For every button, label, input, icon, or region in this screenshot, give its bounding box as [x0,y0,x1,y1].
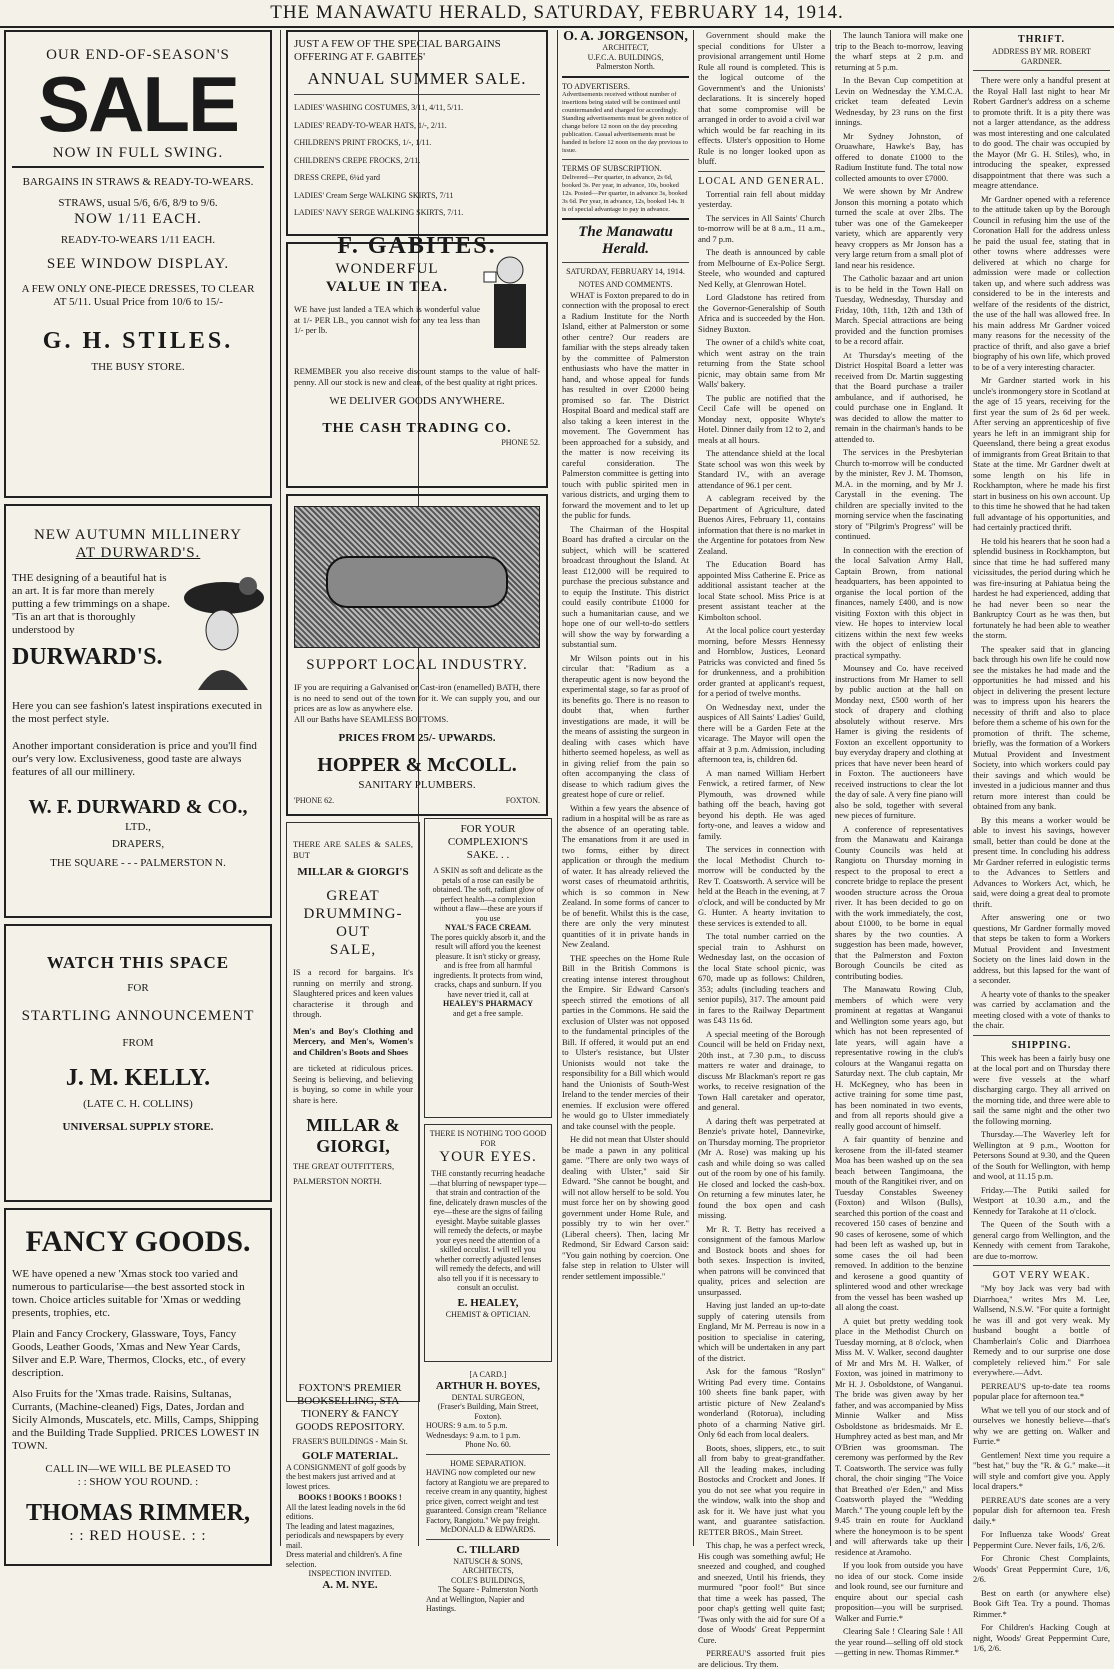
jorgenson-advert [562,30,689,72]
thrift-heading: THRIFT. [973,34,1110,45]
news-item: The services in All Saints' Church to-morrow will be at 8 a.m., 11 a.m., and 7 p.m. [698,213,825,245]
shipping-paragraph: This week has been a fairly busy one at the local port and on Thursday there were five vessels at the wharf discharging cargo. They all arrived on the morning tide, and three were able to sail the same night and the other two the following morning. [973,1053,1110,1127]
news-item: The death is announced by cable from Melbourne of Ex-Police Sergt. Steele, who wounded and captured Ned Kelly, at Glenrowan Hotel. [698,247,825,289]
stiles-firm: G. H. STILES. [12,327,264,355]
news-item: We were shown by Mr Andrew Jonson this morning a potato which turned the scale at over 2lbs. The tuber was one of the Gamekeeper variety, which are apparently very heavy croppers as Mr Jonson has a very large return from a small plot of land near his residence. [835,186,963,270]
news-item: The attendance shield at the local State school was won this week by Standard IV., with an average attendance of 96.1 per cent. [698,448,825,490]
notes-heading: NOTES AND COMMENTS. [562,280,689,290]
advert-paragraph: "My boy Jack was very bad with Diarrhoea," writes Mrs M. Lee, Wallsend, N.S.W. "For quite a fortnight he was ill and got very weak. My husband bought a bottle of Chamberlain's Colic and Diarrhoea Remedy and to our surprise one dose completely relieved him." For sale everywhere.—Advt. [973,1283,1110,1378]
news-item: PERREAU'S assorted fruit pies are delicious. Try them. [698,1648,825,1669]
kelly-advert [4,924,272,1202]
millinery-name: DURWARD'S. [12,643,178,671]
millar-trade: THE GREAT OUTFITTERS, [293,1161,413,1172]
news-item: The total number carried on the special train to Ashhurst on Wednesday last, on the occasion of the local State school picnic, was 670, made up as follows: Children, 353; adults (including teachers and senior pupils), 317. The amount paid in fares to the Railway Department was £43 11s 6d. [698,931,825,1026]
advert-paragraph: For Influenza take Woods' Great Peppermint Cure. Never fails, 1/6, 2/6. [973,1529,1110,1550]
hopper-advert [286,494,548,816]
article-paragraph: Mr Wilson points out in his circular that: "Radium as a therapeutic agent is now beyond the experimental stage, so far as proof of its benefits go. There is no reason to doubt that, when further investigations are made, it will be the means of assisting the surgeon in dealing with cases which have hitherto seemed hopeless, as well as in giving relief from the pain so often accompanying the class of disease to which radium gives the greatest hope of cure or relief. [562,653,689,800]
article-paragraph: Government should make the special conditions for Ulster a provisional arrangement until Home Rule all round is completed. This is the logical outcome of the Government's and the Unionists' declarations. It is sincerely hoped that some compromise will be arranged in order to avoid a civil war which would be far reaching in its effects. Ulster's opposition to Home Rule is no longer looked upon as bluff. [698,30,825,167]
millar-great: GREAT [293,887,413,905]
article-paragraph: He did not mean that Ulster should be made a pawn in any political game. "There are only two ways of dealing with Ulster," said Sir Edward. "She cannot be bought, and will not allow herself to be sold. You must force her on by showing good government under Home Rule, and possibly try to win her over." (Liberal cheers). Then, lacing Mr Redmond, Sir Edward Carson said: "You gain nothing by coercion. One false step in relation to Ulster will render settlement impossible." [562,1134,689,1281]
fancy-call: CALL IN—WE WILL BE PLEASED TO [12,1463,264,1476]
jorgenson-name: O. A. JORGENSON, [562,30,689,43]
boyes-phone: Phone No. 60. [426,1440,550,1450]
notes-article [562,290,689,1282]
healey-body: A SKIN as soft and delicate as the petals of a rose can easily be obtained. The soft, radiant glow of perfect health—a complexion without a flaw—these are yours if you use [429,866,547,923]
news-item: A fair quantity of benzine and kerosene from the ill-fated steamer Moa has been washed up on the sea beach between Tangimoana, the mouth of the Rangitikei river, and on Tuesday Constables Sweeney (Foxton) and Wilson (Bulls), searched this portion of the coast and recovered 150 cases of benzine and 90 cases of kerosene, some of which had been left as washed up, but in some cases the oil had been removed. In addition to the benzine and kerosene a good quantity of splintered wood and other wreckage from the vessel has been washed up all along the coast. [835,1134,963,1313]
nye-t3: TIONERY & FANCY [286,1408,414,1421]
nye-t4: GOODS REPOSITORY. [286,1421,414,1434]
article-paragraph: WHAT is Foxton prepared to do in connection with the proposal to erect a Radium Institute for the North Island, either at Palmerston or some other centre? Our readers are familiar with the steps already taken by the committee of Palmerston enthusiasts who have the matter in hand, and whose appeal for funds has resulted in over £2000 being promised so far. The District Hospital Board and medical staff are also taking a keen interest in the movement. The Government has been approached for a subsidy, and the matter is now receiving its careful consideration. The Palmerston committee is getting into touch with public spirited men in various districts, and urging them to forward the movement and to let up the public for funds. [562,290,689,521]
article-paragraph: Mr Gardner started work in his uncle's ironmongery store in Scotland at the age of 15 years, receiving for the first year the sum of 2s 6d per week. After serving an apprenticeship of five years he left in an immigrant ship for Queensland, there being a great exodus of immigrants from Great Britain to that State at the time. Mr Gardner dwelt at some length on his life in Rockhampton, where he made his first start in business on his own account. Up to this time he showed that he had taken full advantage of his opportunities, and had certainly practiced thrift. [973,375,1110,533]
kelly-for: FOR [12,982,264,995]
article-paragraph: A hearty vote of thanks to the speaker was carried by acclamation and the meeting closed with a vote of thanks to the chair. [973,989,1110,1031]
fancy-p2: Plain and Fancy Crockery, Glassware, Toys, Fancy Goods, Leather Goods, 'Xmas and New Year Cards, Silver and E.P. Ware, Thermos, Clocks, etc., of every description. [12,1328,264,1380]
healey-trade: CHEMIST & OPTICIAN. [429,1310,547,1320]
advert-paragraph: Gentlemen! Next time you require a "best hat," buy the "R. & G." make—it will style and comfort give you. Apply local drapers.* [973,1450,1110,1492]
healey-eyes-advert [424,1124,552,1362]
news-item: A conference of representatives from the Manawatu and Kairanga County Councils was held at Rangiotu on Thursday morning in respect to the proposal to erect a concrete bridge to replace the present wooden structure across the Oroua river. It has been decided to go on with the work immediately, the cost, about £1000, to be borne in equal shares by the two counties. A suggestion has been made, however, that the Palmerston and Foxton Borough Councils be cited as contributing bodies. [835,824,963,982]
news-item: The public are notified that the Cecil Cafe will be opened on Monday next, opposite Whyte's Hotel. Dinner daily from 12 to 2, and meals at all hours. [698,393,825,446]
healey-sake: SAKE. . . [429,849,547,862]
news-item: In the Bevan Cup competition at Levin on Wednesday the Y.M.C.A. cricket team defeated Levin Wednesday, by 23 runs on the first innings. [835,75,963,128]
news-item: The Catholic bazaar and art union is to be held in the Town Hall on Tuesday, Wednesday, Thursday and Friday, 10th, 11th, 12th and 13th of March. Special attractions are being provided and the function promises to be a record affair. [835,273,963,347]
kelly-from: FROM [12,1037,264,1050]
bath-illustration [294,506,540,648]
hopper-body: IF you are requiring a Galvanised or Cast-iron (enamelled) BATH, there is no need to send out of the town for it. We can supply you, and our prices are as low as anywhere else. [294,682,540,714]
news-item: If you look from outside you have no idea of our stock. Come inside and look round, see our furniture and enquire about our special cash proposition—you will be surprised. Walker and Furrie.* [835,1560,963,1623]
cash-trading-firm: THE CASH TRADING CO. [294,420,540,438]
fancy-p3: Also Fruits for the 'Xmas trade. Raisins, Sultanas, Currants, (Machine-cleaned) Figs, Dates, Jordan and Sicily Almonds, Muscatels, etc. Mills, Camps, Shipping and the Building Trade Supplied. PRICES LOWEST IN TOWN. [12,1388,264,1453]
shipping-paragraph: Thursday.—The Waverley left for Wellington at 9 p.m., Wootton for Petersons Sound at 9.30, and the Queen of the South for Wellington, with hemp and wool, at 11.15 p.m. [973,1129,1110,1182]
nye-inspect: INSPECTION INVITED. [286,1569,414,1579]
news-item: The launch Taniora will make one trip to the Beach to-morrow, leaving the wharf steps at 2 p.m. and returning at 5 p.m. [835,30,963,72]
nye-golf-body: A CONSIGNMENT of golf goods by the best makers just arrived and at lowest prices. [286,1463,414,1492]
hopper-prices: PRICES FROM 25/- UPWARDS. [294,732,540,745]
advert-paragraph: For Chronic Chest Complaints, Woods' Great Peppermint Cure, 1/6, 2/6. [973,1553,1110,1585]
gabites-item: CHILDREN'S PRINT FROCKS, 1/-, 1/11. [294,138,540,148]
nye-mags: The leading and latest magazines, periodicals and newspapers by every mail. [286,1522,414,1551]
boyes-hours: HOURS: 9 a.m. to 5 p.m. Wednesdays: 9 a.m. to 1 p.m. [426,1421,550,1440]
millar-town: PALMERSTON NORTH. [293,1176,413,1187]
healey-complexion: COMPLEXION'S [429,836,547,849]
hopper-support: SUPPORT LOCAL INDUSTRY. [294,656,540,674]
jorgenson-town: Palmerston North. [562,62,689,72]
boyes-name: ARTHUR H. BOYES, [426,1380,550,1393]
news-item: On Wednesday next, under the auspices of All Saints' Ladies' Guild, there will be a Garden Fete at the vicarage. The Mayor will open the affair at 3 p.m. Admission, including afternoon tea, is, children 6d. [698,702,825,765]
tea-deliver: WE DELIVER GOODS ANYWHERE. [294,395,540,408]
local-items [698,189,825,1669]
tea-drinker-illustration [480,250,540,360]
hopper-trade: SANITARY PLUMBERS. [294,779,540,792]
rimmer-advert [4,1208,272,1566]
thrift-article [973,75,1110,1031]
gabites-item: LADIES' Cream Serge WALKING SKIRTS, 7/11 [294,191,540,201]
advert-paragraph: Best on earth (or anywhere else) Book Gift Tea. Try a pound. Thomas Rimmer.* [973,1588,1110,1620]
local-heading: LOCAL AND GENERAL. [698,176,825,187]
healey-body-2: The pores quickly absorb it, and the result will afford you the keenest pleasure. It isn't sticky or greasy, and is free from all harmful ingredients. It protects from wind, cracks, chaps and sunburn. If you have never tried it, call at [429,933,547,1000]
shipping-paragraph: Friday.—The Putiki sailed for Westport at 10.30 a.m., and the Kennedy for Tarakohe at 11 o'clock. [973,1185,1110,1217]
millar-sale: SALE, [293,941,413,959]
rimmer-house: : : RED HOUSE. : : [12,1527,264,1545]
advert-paragraph: For Children's Hacking Cough at night, Woods' Great Peppermint Cure, 1/6, 2/6. [973,1622,1110,1654]
column-rule [693,30,694,1546]
weak-article [973,1283,1110,1654]
millar-body-2: are ticketed at ridiculous prices. Seeing is believing, and believing is buying, so come in while your share is here. [293,1063,413,1105]
millar-goods: Men's and Boy's Clothing and Mercery, and Men's, Women's and Children's Boots and Shoes [293,1026,413,1058]
gabites-item: LADIES' READY-TO-WEAR HATS, 1/-, 2/11. [294,121,540,131]
news-item: Torrential rain fell about midday yesterday. [698,189,825,210]
masthead: THE MANAWATU HERALD, SATURDAY, FEBRUARY 14, 1914. [0,0,1114,28]
shipping-article [973,1053,1110,1262]
gabites-item: CHILDREN'S CREPE FROCKS, 2/11. [294,156,540,166]
tea-advert [286,242,548,488]
news-item: Lord Gladstone has retired from the Governor-Generalship of South Africa and is succeeded by the Hon. Sidney Buxton. [698,292,825,334]
advertisers-head: TO ADVERTISERS. [562,82,689,92]
kelly-store: UNIVERSAL SUPPLY STORE. [12,1121,264,1134]
article-paragraph: Mr Gardner opened with a reference to the attitude taken up by the Borough Council in refusing him the use of the Coronation Hall for the address unless he paid the usual fee, stating that in other towns where addresses were delivered at which no charge for admission were made or collection taken up, and where such address was considered to be in the interests and welfare of the residents of the district, the use of the hall was allowed free. In his main address Mr Gardner voiced many reasons for the necessity of the practice of thrift, and also gave a brief biography of his own life, which proved to be of a very interesting character. [973,194,1110,373]
hopper-phone: 'PHONE 62. [294,796,334,806]
tillard-trade: ARCHITECTS, [426,1566,550,1576]
nye-dress: Dress material and children's. A fine selection. [286,1550,414,1569]
hopper-firm: HOPPER & McCOLL. [294,751,540,779]
tillard-address: COLE'S BUILDINGS, [426,1576,550,1586]
local-items-continued [835,30,963,1658]
sale-see: SEE WINDOW DISPLAY. [12,255,264,273]
advertisers-body: Advertisements received without number of insertions being stated will be continued until countermanded and charged for accordingly. Standing advertisements must be given notice of change before 12 noon on the day preceding publication. Casual advertisements must be handed in before 12 noon on the day previous to issue. [562,91,689,155]
sale-word: SALE [12,64,264,144]
column-1 [4,30,272,1572]
tea-body: WE have just landed a TEA which is wonderful value at 1/- PER LB., you cannot wish for any tea less than 1/- per lb. [294,304,480,336]
paper-date: SATURDAY, FEBRUARY 14, 1914. [562,267,689,277]
sale-swing: NOW IN FULL SWING. [12,144,264,162]
column-6 [835,30,963,1546]
boyes-card [424,1368,552,1616]
healey-pharmacy: HEALEY'S PHARMACY [429,999,547,1009]
column-rule [557,30,558,1546]
gabites-intro: JUST A FEW OF THE SPECIAL BARGAINS OFFERING AT F. GABITES' [294,38,540,64]
shipping-heading: SHIPPING. [973,1040,1110,1051]
column-rule [280,30,281,1546]
millinery-title-2: AT DURWARD'S. [12,544,264,562]
fancy-title: FANCY GOODS. [12,1224,264,1260]
nye-t2: BOOKSELLING, STA- [286,1395,414,1408]
column-4 [562,30,689,1546]
nye-golf: GOLF MATERIAL. [286,1450,414,1463]
healey-sample: and get a free sample. [429,1009,547,1019]
news-item: The owner of a child's white coat, which went astray on the train returning from the State school picnic, may obtain same from Mr Walls' bakery. [698,337,825,390]
news-item: In connection with the erection of the local Salvation Army Hall, Captain Brown, from national headquarters, has been appointed to organise the local portion of the finances, namely £400, and is now visiting Foxton with this object in view. He hopes to interview local citizens within the next few weeks with the object of enlisting their practical sympathy. [835,545,963,661]
durward-firm: W. F. DURWARD & CO., [12,793,264,821]
article-paragraph: By this means a worker would be able to invest his savings, however small, better than could be done at the present time. In concluding his address Mr Gardner referred in eulogistic terms to the Advances to Settlers and Advances to Workers Act, which, he said, were doing a great deal to promote thrift. [973,815,1110,910]
healey-advert [424,818,552,1118]
sale-ready: READY-TO-WEARS 1/11 EACH. [12,234,264,247]
separation-head: HOME SEPARATION. [426,1459,550,1469]
healey-for: FOR YOUR [429,823,547,836]
jorgenson-trade: ARCHITECT, [562,43,689,53]
column-7 [973,30,1110,1546]
boyes-card-label: [A CARD.] [426,1370,550,1380]
weak-heading: GOT VERY WEAK. [973,1270,1110,1281]
news-item: The services in connection with the local Methodist Church to-morrow will be conducted by the Rev T. Coatsworth. A service will be held at the Beach in the evening, at 7 o'clock, and will be conducted by Mr G. Hunter. A hearty invitation to these services is extended to all. [698,844,825,928]
column-5 [698,30,825,1546]
news-item: A quiet but pretty wedding took place in the Methodist Church on Tuesday morning, at 8 o'clock, when Miss M. V. Walker, second daughter of Mr and Mrs M. H. Walker, of Foxton, was joined in matrimony to Mr H. J. Osboldstone, of Wanganui. The bride was given away by her father, and was accompanied by Miss Minnie Walker and Miss Osboldstone as bridesmaids. Mr E. Humphrey acted as best man, and Mr O'Brien was groomsman. The ceremony was performed by the Rev T. Coatsworth. The service was fully choral, the choir singing "The Voice that Breathed o'er Eden," and Miss Coatsworth played the "Wedding March." The young couple left by the 9.45 train en route for Auckland where the honeymoon is to be spent and will afterwards take up their residence at Aramoho. [835,1316,963,1558]
separation-body: HAVING now completed our new factory at Rangiotu we are prepared to receive cream in any quantity, highest price given, correct weight and test guaranteed. Consign cream "Reliance Factory, Rangiotu." We pay freight. [426,1468,550,1525]
healey-nothing: THERE IS NOTHING TOO GOOD FOR [429,1129,547,1148]
news-item: At the local police court yesterday morning, before Messrs Hennessy and Hornblow, Justices, Leonard Patricks was convicted and fined 5s for drunkenness, and a prohibition order granted at applicant's request, for a period of twelve months. [698,625,825,699]
nye-firm: A. M. NYE. [286,1579,414,1592]
tillard-address-2: The Square - Palmerston North [426,1585,550,1595]
stiles-tag: THE BUSY STORE. [12,361,264,374]
nye-address: FRASER'S BUILDINGS - Main St. [286,1437,414,1447]
fancy-p1: WE have opened a new 'Xmas stock too varied and numerous to particularise—the best assorted stock in town. Choice articles suitable for 'Xmas or wedding presents, trophies, etc. [12,1268,264,1320]
cash-trading-phone: PHONE 52. [294,438,540,448]
millar-firm-2: GIORGI, [293,1136,413,1157]
article-paragraph: He told his hearers that he soon had a splendid business in Rockhampton, but since that time he had suffered many vicissitudes, the period during which he was fire-insuring at Pahiatua being the hardest he had experienced, adding that he had never been so near the Bankruptcy Court as he was then, but fortunately he had been able to weather the storm. [973,536,1110,641]
news-item: The services in the Presbyterian Church to-morrow will be conducted by the minister, Rev J. M. Thomson, M.A. in the morning, and by Mr J. Carystall in the evening. The children are specially invited to the morning service when the fascinating story of "Pilgrim's Progress" will be continued. [835,447,963,542]
millar-firm-1: MILLAR & [293,1115,413,1136]
thrift-subheading: ADDRESS BY MR. ROBERT GARDNER. [973,47,1110,66]
nye-books-body: All the latest leading novels in the 6d editions. [286,1503,414,1522]
durward-drapers: DRAPERS, [12,838,264,851]
tillard-firm: NATUSCH & SONS, [426,1557,550,1567]
healey-firm: E. HEALEY, [429,1297,547,1310]
tea-wonderful: WONDERFUL [294,260,480,278]
news-item: A man named William Herbert Fenwick, a retired farmer, of New Plymouth, was drowned while bathing off the beach, having got beyond his depth. He was aged forty-one, and leaves a widow and family. [698,768,825,842]
nye-books: BOOKS ! BOOKS ! BOOKS ! [286,1493,414,1503]
millar-drum: DRUMMING-OUT [293,905,413,941]
article-paragraph: After answering one or two questions, Mr Gardner formally moved that steps be taken to form a Workers Mutual Provident and Investment Society on the lines laid down in the address, but this lapsed for the want of a seconder. [973,912,1110,986]
durward-ltd: LTD., [12,821,264,834]
news-item: A cablegram received by the Department of Agriculture, dated Buenos Aires, February 11, contains information that there is no market in the Argentine for potatoes from New Zealand. [698,493,825,556]
gabites-items [294,103,540,218]
healey-body-3: THE constantly recurring headache—that blurring of newspaper type—that strain and contraction of the fine, delicately drawn muscles of the eye—these are the signs of failing eyesight. Maybe suitable glasses will remedy the defects, or maybe your eyes need the attention of a skilled occulist. I will tell you whether correctly adjusted lenses will remedy the defects, and will also tell you if it is necessary to consult an occulist. [429,1169,547,1293]
millar-sales: THERE ARE SALES & SALES, BUT [293,839,413,860]
advert-paragraph: PERREAU'S up-to-date tea rooms popular place for afternoon tea.* [973,1381,1110,1402]
millinery-body-3: Another important consideration is price and you'll find our's very low. Exclusiveness, good taste are always features of all our millinery. [12,740,264,779]
sale-few: A FEW ONLY ONE-PIECE DRESSES, TO CLEAR AT 5/11. Usual Price from 10/6 to 15/- [18,283,258,309]
healey-cream: NYAL'S FACE CREAM. [429,923,547,933]
sale-straws: STRAWS, usual 5/6, 6/6, 8/9 to 9/6. [12,197,264,210]
news-item: Ask for the famous "Roslyn" Writing Pad every time. Contains 100 sheets fine bank paper, with artistic picture of New Zealand's wonderland (Rotorua), including photo of a charming Native girl. Only 6d each from local dealers. [698,1366,825,1440]
gabites-item: DRESS CREPE, 6¼d yard [294,173,540,183]
tea-remember: REMEMBER you also receive discount stamps to the value of half-penny. All our stock is new and clean, of the best quality at right prices. [294,366,540,387]
paper-title: The Manawatu Herald. [562,224,689,258]
hopper-seamless: All our Baths have SEAMLESS BOTTOMS. [294,714,540,725]
sale-top: OUR END-OF-SEASON'S [12,46,264,64]
kelly-startling: STARTLING ANNOUNCEMENT [12,1007,264,1025]
news-item: Having just landed an up-to-date supply of catering utensils from England, Mr M. Perreau is now in a position to specialise in catering, which will be undertaken in any part of the district. [698,1300,825,1363]
jorgenson-assoc: U.F.C.A. BUILDINGS, [562,53,689,63]
article-paragraph: Within a few years the absence of radium in a hospital will be as rare as the absence of an operating table. The emanations from it are used in two forms, either by direct application or through the medium of water. It has already relieved the worst cases of rheumatoid arthritis, which is so common in New Zealand. In some forms of cancer to be of benefit. Whilst this is the case, there are only the very minutest quantities of it in private hands in New Zealand. [562,803,689,950]
gabites-sale: ANNUAL SUMMER SALE. [294,70,540,88]
boyes-address: (Fraser's Building, Main Street, Foxton). [426,1402,550,1421]
stiles-advert [4,30,272,498]
gabites-item: LADIES' NAVY SERGE WALKING SKIRTS, 7/11. [294,208,540,218]
advert-paragraph: What we tell you of our stock and of ourselves we honestly believe—that's why we are getting on. Walker and Furrie.* [973,1405,1110,1447]
article-paragraph: There were only a handful present at the Royal Hall last night to hear Mr Robert Gardner's address on a scheme to promote thrift. It is a pity there was not a larger attendance, as the address was most interesting and one calculated to do good. The chair was occupied by the Mayor (Mr G. H. Stiles), who, in introducing the speaker, expressed disappointment that there was such a meagre attendance. [973,75,1110,191]
shipping-paragraph: The Queen of the South with a general cargo from Wellington, and the Kennedy with cement from Tarakohe, are due to-morrow. [973,1219,1110,1261]
gabites-firm: F. GABITES. [294,232,540,260]
news-item: At Thursday's meeting of the District Hospital Board a letter was received from Dr. Martin suggesting that the Board purchase a trailer ambulance, and if authorised, he could purchase one in England. It was decided to allow the matter to remain in the chairman's hands to be attended to. [835,350,963,445]
durward-address: THE SQUARE - - - PALMERSTON N. [12,857,264,870]
news-item: Clearing Sale ! Clearing Sale ! All the year round—selling off old stock—getting in new. Thomas Rimmer.* [835,1626,963,1658]
durward-advert [4,504,272,918]
column-rule [968,30,969,1546]
tillard-name: C. TILLARD [426,1544,550,1557]
healey-eyes: YOUR EYES. [429,1148,547,1166]
news-item: The Manawatu Rowing Club, members of which were very prominent at regattas at Wanganui and Wellington some years ago, but which has not been represented of late years, will again have a representative rowing in the club's colours at the Wanganui regatta on Saturday next. The club captain, Mr H. McKegney, who has been in active training for some time past, has been nominated in two events, and from all reports should give a really good account of himself. [835,984,963,1131]
sale-now: NOW 1/11 EACH. [12,210,264,228]
kelly-watch: WATCH THIS SPACE [12,954,264,972]
millinery-body-2: Here you can see fashion's latest inspirations executed in the most perfect style. [12,700,264,726]
millinery-title-1: NEW AUTUMN MILLINERY [12,526,264,544]
news-item: Boots, shoes, slippers, etc., to suit all from baby to great-grandfather. All the leading makes, including Bostocks and Crockett and Jones. If you do not see what you require in the window, walk into the shop and ask for it. We have just what you want, and guarantee satisfaction. RETTER BROS., Main Street. [698,1443,825,1538]
news-item: A daring theft was perpetrated at Benzie's private hotel, Dannevirke, on Thursday morning. The proprietor (Mr A. Rose) was making up his cash and while doing so was called out of the room by one of his family. He closed and locked the cash-box. On returning a few minutes later, he found the box open and cash missing. [698,1116,825,1221]
subscription-head: TERMS OF SUBSCRIPTION. [562,164,689,174]
nye-t1: FOXTON'S PREMIER [286,1382,414,1395]
news-item: This chap, he was a perfect wreck, His cough was something awful; He sneezed and coughed, and coughed and sneezed, Until his friends, they murmured "poor fool!" But since that time a week has passed, The poor chap's getting well quite fast; 'Twas only with the aid for sure Of a dose of Woods' Great Peppermint Cure. [698,1540,825,1645]
tillard-also: And at Wellington, Napier and Hastings. [426,1595,550,1614]
rimmer-firm: THOMAS RIMMER, [12,1499,264,1527]
column-rule [830,30,831,1546]
news-item: Mounsey and Co. have received instructions from Mr Hamer to sell by public auction at the hall on Monday next, £500 worth of her stock of drapery and clothing absolutely without reserve. Mrs Hamer is giving the residents of Foxton an excellent opportunity to buy everyday drapery and clothing at prices that have never been heard of in Foxton. The auctioneers have received instructions to clear the lot the day of sale. A very fine piano will also be sold, together with several new pieces of furniture. [835,663,963,821]
column-3 [424,818,552,1546]
article-paragraph: The Chairman of the Hospital Board has drafted a circular on the subject, which will be scattered broadcast throughout the Island. At least £12,000 will be required to purchase the precious substance and to equip the Institute. This district could easily contribute £1000 for such a humanitarian cause, and we hope one of our well-to-do settlers will show the way by forwarding a substantial sum. [562,524,689,650]
kelly-late: (LATE C. H. COLLINS) [12,1098,264,1111]
sale-bargains: BARGAINS IN STRAWS & READY-TO-WEARS. [12,176,264,189]
news-item: A special meeting of the Borough Council will be held on Friday next, 20th inst., at 7.30 p.m., to discuss matters re water and drainage, to discuss Mr Blackman's report re gas works, to receive resignation of the Town Hall caretaker and operator, and general. [698,1029,825,1113]
tea-value: VALUE IN TEA. [294,278,480,296]
lady-hat-illustration [178,572,264,692]
gabites-advert [286,30,548,236]
news-item: Mr R. T. Betty has received a consignment of the famous Marlow and Bostock boots and shoes for both sexes. Inspection is invited, when patrons will be convinced that quality, prices and selection are unsurpassed. [698,1224,825,1298]
separation-firm: McDONALD & EDWARDS. [426,1525,550,1535]
ulster-article [698,30,825,167]
boyes-trade: DENTAL SURGEON, [426,1393,550,1403]
fancy-show: : : SHOW YOU ROUND. : [12,1476,264,1489]
article-paragraph: THE speeches on the Home Rule Bill in the British Commons is creating intense interest throughout the Empire. Sir Edward Carson's speech stirred the emotions of all parties in the Commons. He said the exclusion of Ulster was not opposed to the fundamental principles of the Bill. If offered, it would put an end to Ulster's resistance, but Ulster Unionists would not take the responsibility for a Bill which would hand the Unionists of South-West Ireland to the tender mercies of their enemies. If exclusion were offered he would go to Ulster immediately and take counsel with the people. [562,953,689,1132]
hopper-town: FOXTON. [506,796,540,806]
millar-body: IS a record for bargains. It's running on merrily and strong. Slaughtered prices and keen values characterise it through and through. [293,967,413,1020]
article-paragraph: The speaker said that in glancing back through his own life he could now see the mistakes he had made and the opportunities he had missed and his object in delivering the present lecture was to impress upon his hearers the necessity of thrift and also to place before them a scheme of his own for the promotion of thrift. The scheme, briefly, was the formation of a Workers Mutual Provident and Investment Society, into which workers could pay their savings and which would be invested in a judicious manner and thus return more interest than could be obtained from any bank. [973,644,1110,812]
millar-giorgi-advert [286,822,420,1402]
millinery-body: THE designing of a beautiful hat is an art. It is far more than merely putting a few trimmings on a shape. 'Tis an art that is thoroughly understood by [12,572,178,637]
millar-name: MILLAR & GIORGI'S [293,866,413,879]
news-item: Mr Sydney Johnston, of Oruawhare, Hawke's Bay, has offered to donate £1000 to the Radium Institute fund. The total now collected amounts to over £7000. [835,131,963,184]
advert-paragraph: PERREAU'S date scones are a very popular dish for afternoon tea. Fresh daily.* [973,1495,1110,1527]
news-item: The Education Board has appointed Miss Catherine E. Price as additional assistant teacher at the local State school. Miss Price is at present assistant teacher at the Kimbolton school. [698,559,825,622]
nye-advert [286,1382,414,1550]
gabites-item: LADIES' WASHING COSTUMES, 3/11, 4/11, 5/11. [294,103,540,113]
kelly-name: J. M. KELLY. [12,1064,264,1092]
subscription-body: Delivered—Per quarter, in advance, 2s 6d, booked 3s. Per year, in advance, 10s, booked 12s. Posted—Per quarter, in advance 3s, booked 3s 6d. Per year, in advance, 12s, booked 14s. It is of special advantage to pay in advance. [562,174,689,214]
